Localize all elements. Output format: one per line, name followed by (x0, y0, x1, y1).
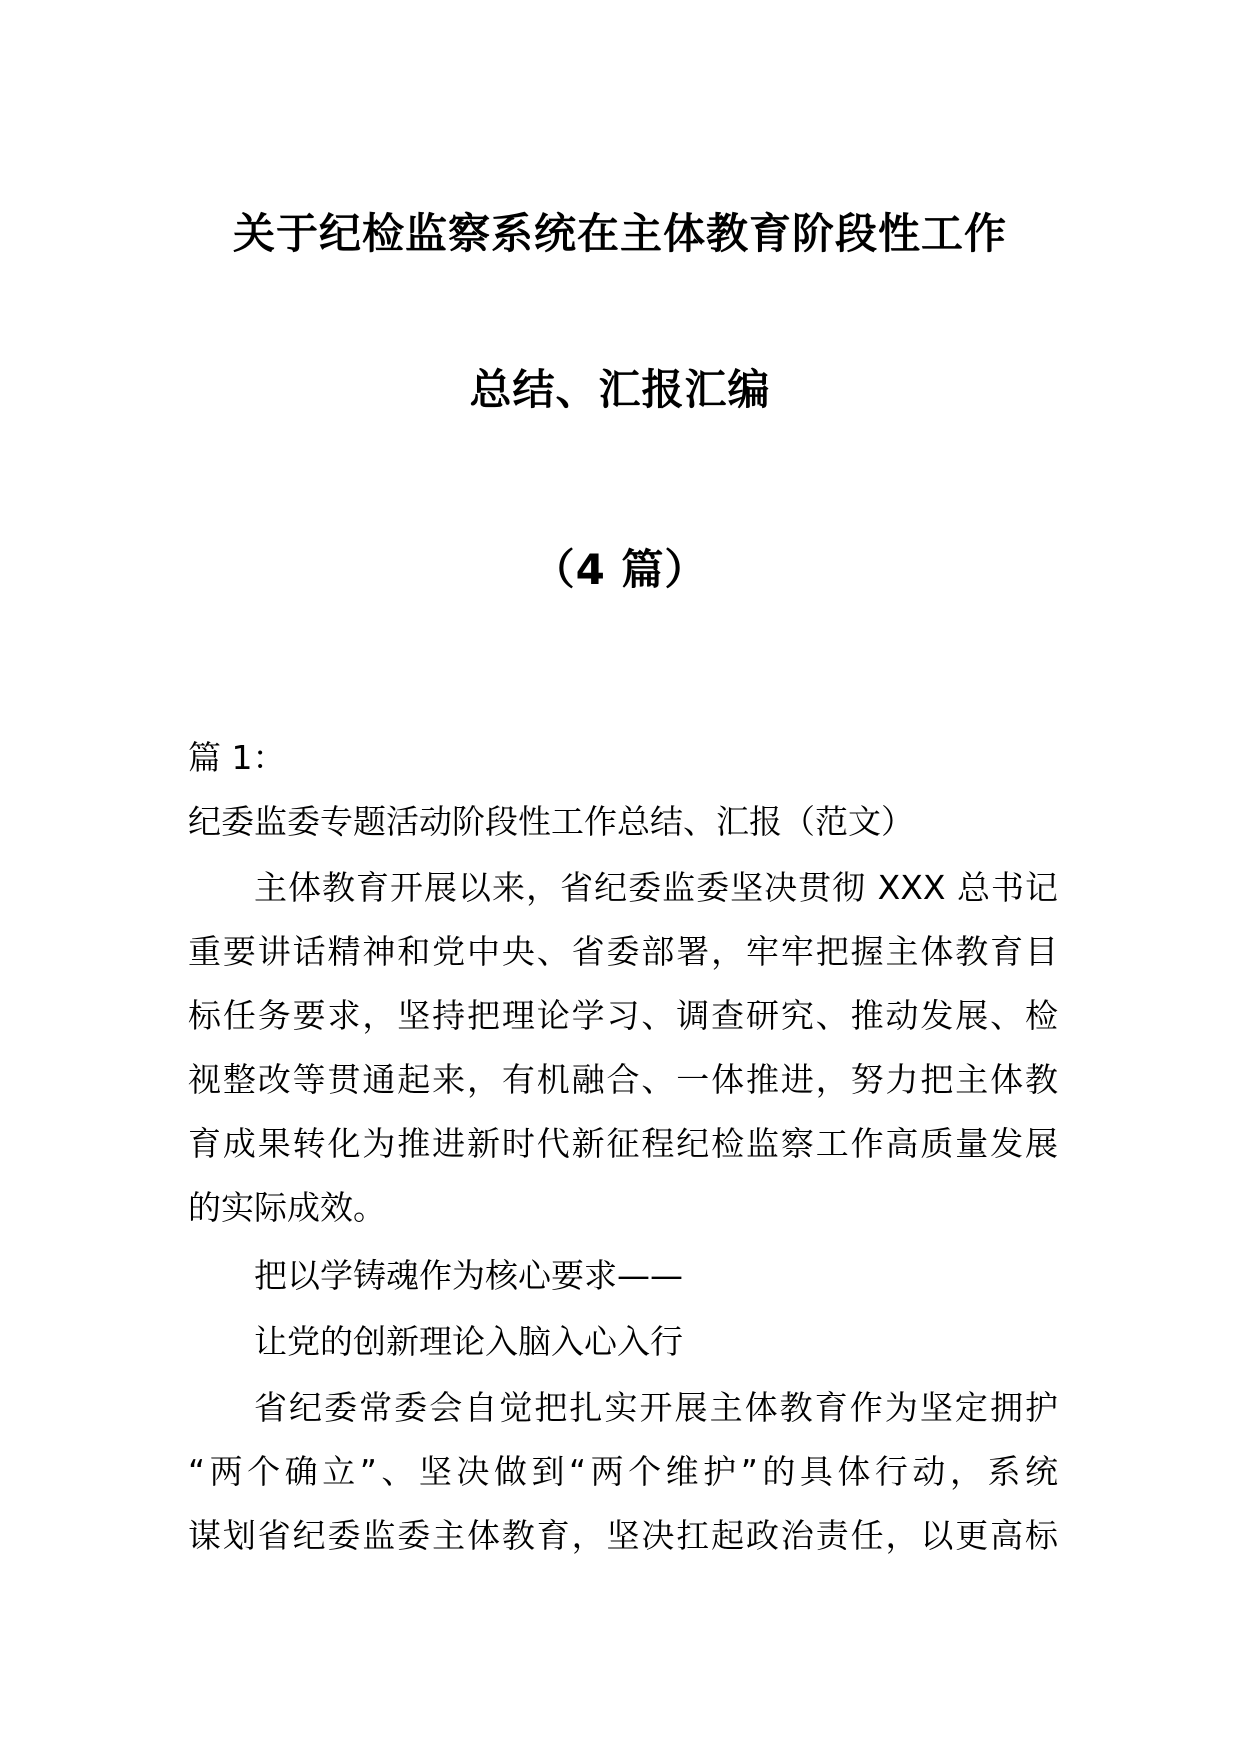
article-label: 篇 1： (188, 738, 286, 777)
section-subheading: 把以学铸魂作为核心要求—— (254, 1256, 683, 1295)
paragraph-line: 省纪委常委会自觉把扎实开展主体教育作为坚定拥护 (254, 1388, 1058, 1427)
paragraph-line: 视整改等贯通起来，有机融合、一体推进，努力把主体教 (188, 1060, 1058, 1099)
paragraph-line: 育成果转化为推进新时代新征程纪检监察工作高质量发展 (188, 1124, 1058, 1163)
paragraph-line: 主体教育开展以来，省纪委监委坚决贯彻 XXX 总书记 (254, 868, 1058, 907)
section-subheading: 让党的创新理论入脑入心入行 (254, 1322, 683, 1361)
document-title-line-1: 关于纪检监察系统在主体教育阶段性工作 (232, 209, 1007, 258)
paragraph-line: 标任务要求，坚持把理论学习、调查研究、推动发展、检 (188, 996, 1058, 1035)
document-title-line-2: 总结、汇报汇编 (469, 365, 771, 414)
paragraph-line: 的实际成效。 (188, 1188, 386, 1227)
document-title-count: （4 篇） (532, 545, 708, 594)
paragraph-line: 谋划省纪委监委主体教育，坚决扛起政治责任，以更高标 (188, 1516, 1058, 1555)
paragraph-line: 重要讲话精神和党中央、省委部署，牢牢把握主体教育目 (188, 932, 1058, 971)
paragraph-line: “两个确立”、坚决做到“两个维护”的具体行动，系统 (188, 1452, 1058, 1491)
article-heading: 纪委监委专题活动阶段性工作总结、汇报（范文） (188, 802, 914, 841)
